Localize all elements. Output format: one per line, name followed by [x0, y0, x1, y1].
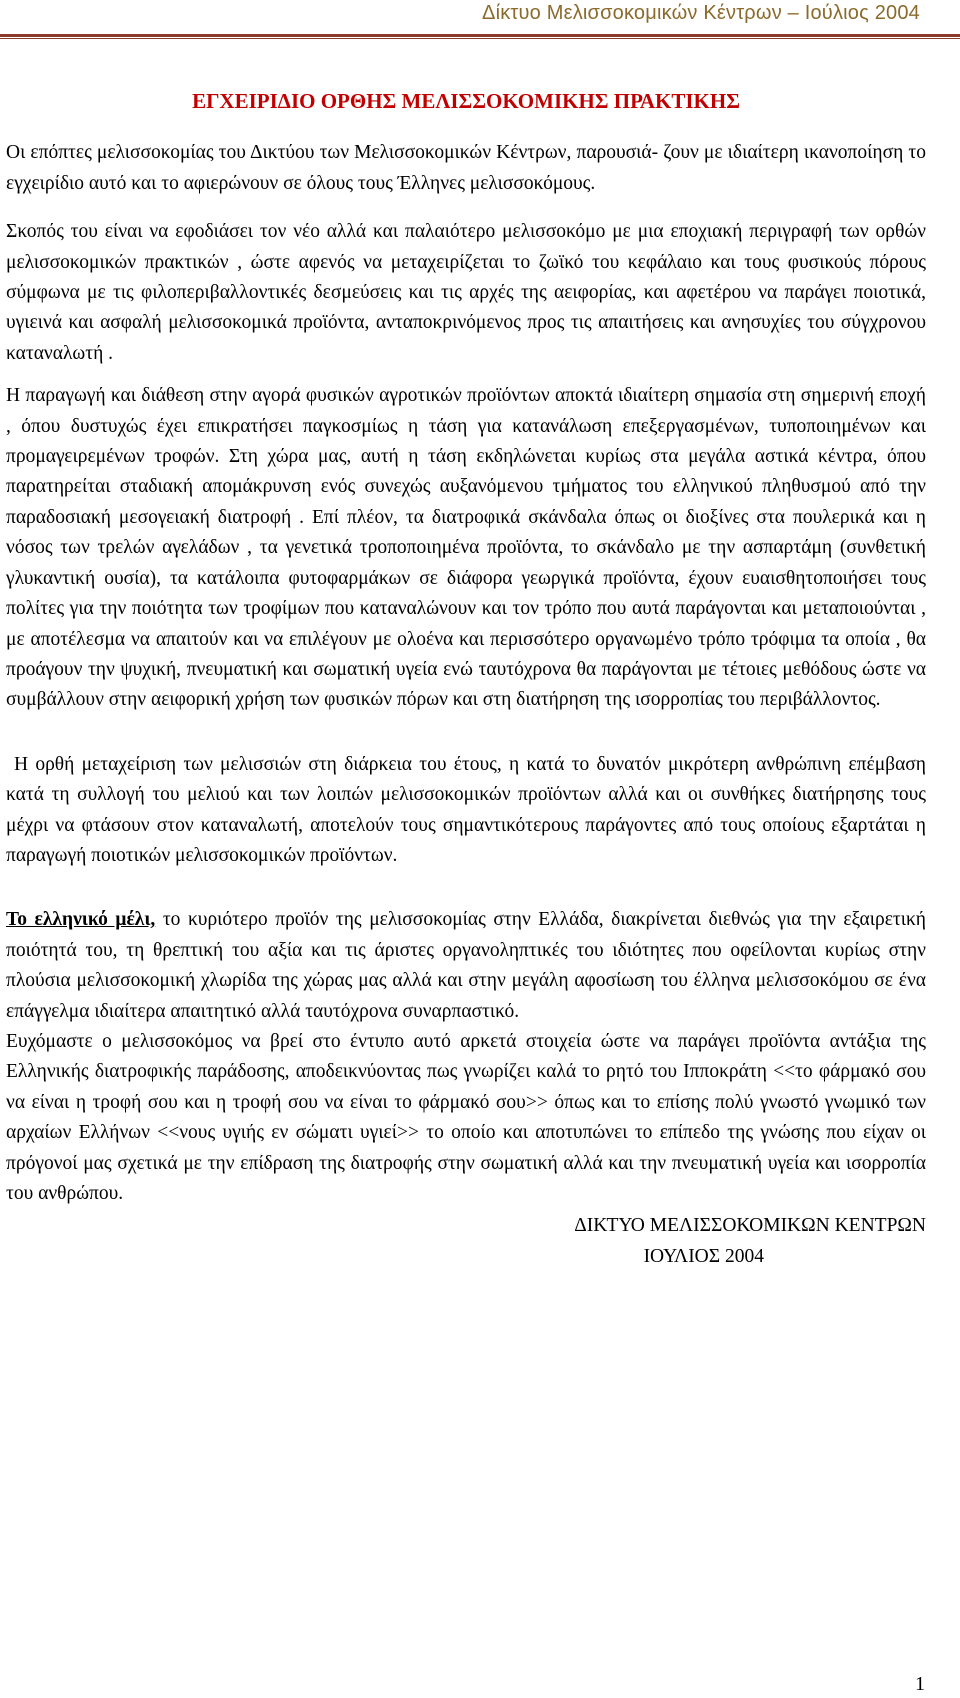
document-body [6, 72, 926, 1272]
paragraph-wishes: Ευχόμαστε ο μελισσοκόμος να βρεί στο έντυπο αυτό αρκετά στοιχεία ώστε να παράγει προϊόντα αντάξια της Ελληνικής διατροφικής παράδοσης, αποδεικνύοντας πως γνωρίζει καλά το ρητό του Ιπποκράτη <<το φάρμακό σου να είναι η τροφή σου και η τροφή σου να είναι το φάρμακό σου>> όπως και το επίσης πολύ γνωστό γνωμικό των αρχαίων Ελλήνων <<νους υγιής εν σώματι υγιεί>> το οποίο και αποτυπώνει το επίπεδο της γνώσης που είχαν οι πρόγονοί μας σχετικά με την επίδραση της διατροφής στην σωματική αλλά και την πνευματική υγεία και ισορροπία του ανθρώπου. [6, 1030, 926, 1204]
paragraph-greek-honey [6, 905, 926, 1027]
document-title: ΕΓΧΕΙΡΙΔΙΟ ΟΡΘΗΣ ΜΕΛΙΣΣΟΚΟΜΙΚΗΣ ΠΡΑΚΤΙΚΗΣ [192, 89, 740, 113]
greek-honey-text: το κυριότερο προϊόν της μελισσοκομίας στην Ελλάδα, διακρίνεται διεθνώς για την εξαιρετική ποιότητά του, τη θρεπτική του αξία και τις άριστες οργανοληπτικές του ιδιότητες που οφείλονται κυρίως στην πλούσια μελισσοκομική χλωρίδα της χώρας μας αλλά και στην μεγάλη αφοσίωση του έλληνα μελισσοκόμου σε ένα επάγγελμα ιδιαίτερα απαιτητικό αλλά ταυτόχρονα συναρπαστικό. [6, 909, 926, 1022]
page-number: 1 [915, 1673, 925, 1695]
running-header [0, 0, 960, 36]
paragraph-handling: Η ορθή μεταχείριση των μελισσιών στη διάρκεια του έτους, η κατά το δυνατόν μικρότερη ανθρώπινη επέμβαση κατά τη συλλογή του μελιού και των λοιπών μελισσοκομικών προϊόντων αλλά και οι συνθήκες διατήρησης τους μέχρι να φτάσουν στον καταναλωτή, αποτελούν τους σημαντικότερους παράγοντες από τους οποίους εξαρτάται η παραγωγή ποιοτικών μελισσοκομικών προϊόντων. [6, 753, 926, 866]
header-title: Δίκτυο Μελισσοκομικών Κέντρων – Ιούλιος 2004 [482, 2, 920, 24]
signature: ΔΙΚΤΥΟ ΜΕΛΙΣΣΟΚΟΜΙΚΩΝ ΚΕΝΤΡΩΝ [574, 1215, 926, 1237]
paragraph-purpose: Σκοπός του είναι να εφοδιάσει τον νέο αλλά και παλαιότερο μελισσοκόμο με μια εποχιακή περιγραφή των ορθών μελισσοκομικών πρακτικών , ώστε αφενός να μεταχειρίζεται το ζωϊκό του κεφάλαιο και τους φυσικούς πόρους σύμφωνα με τις φιλοπεριβαλλοντικές δεσμεύσεις και τις αρχές της αειφορίας, και αφετέρου να παράγει ποιοτικά, υγιεινά και ασφαλή μελισσοκομικά προϊόντα, ανταποκρινόμενος προς τις απαιτήσεις και ανησυχίες του σύγχρονου καταναλωτή . [6, 221, 926, 364]
header-rule [0, 34, 960, 39]
signature-date: ΙΟΥΛΙΟΣ 2004 [643, 1245, 764, 1267]
paragraph-market: Η παραγωγή και διάθεση στην αγορά φυσικών αγροτικών προϊόντων αποκτά ιδιαίτερη σημασία στη σημερινή εποχή , όπου δυστυχώς έχει επικρατήσει παγκοσμίως η τάση για κατανάλωση επεξεργασμένων, τυποποιημένων και προμαγειρεμένων τροφών. Στη χώρα μας, αυτή η τάση εκδηλώνεται κυρίως στα μεγάλα αστικά κέντρα, όπου παρατηρείται σταδιακή απομάκρυνση ενός συνεχώς αυξανόμενου τμήματος του ελληνικού πληθυσμού από την παραδοσιακή μεσογειακή διατροφή . Επί πλέον, τα διατροφικά σκάνδαλα όπως οι διοξίνες στα πουλερικά και η νόσος των τρελών αγελάδων , τα γενετικά τροποποιημένα προϊόντα, το σκάνδαλο με την ασπαρτάμη (συνθετική γλυκαντική ουσία), τα κατάλοιπα φυτοφαρμάκων σε διάφορα γεωργικά προϊόντα, έχουν ευαισθητοποιήσει τους πολίτες για την ποιότητα των τροφίμων που καταναλώνουν και τον τρόπο που αυτά παράγονται και μεταποιούνται , με αποτέλεσμα να απαιτούν και να επιλέγουν με ολοένα και περισσότερο οργανωμένο τρόπο τρόφιμα τα οποία , θα προάγουν την ψυχική, πνευματική και σωματική υγεία ενώ ταυτόχρονα θα παράγονται με τέτοιες μεθόδους ώστε να συμβάλλουν στην αειφορική χρήση των φυσικών πόρων και στη διατήρηση της ισορροπίας του περιβάλλοντος. [6, 385, 926, 711]
greek-honey-lead: Το ελληνικό μέλι, [6, 909, 156, 931]
paragraph-intro: Οι επόπτες μελισσοκομίας του Δικτύου των Μελισσοκομικών Κέντρων, παρουσιά- ζουν με ιδιαίτερη ικανοποίηση το εγχειρίδιο αυτό και το αφιερώνουν σε όλους τους Έλληνες μελισσοκόμους. [6, 142, 926, 194]
